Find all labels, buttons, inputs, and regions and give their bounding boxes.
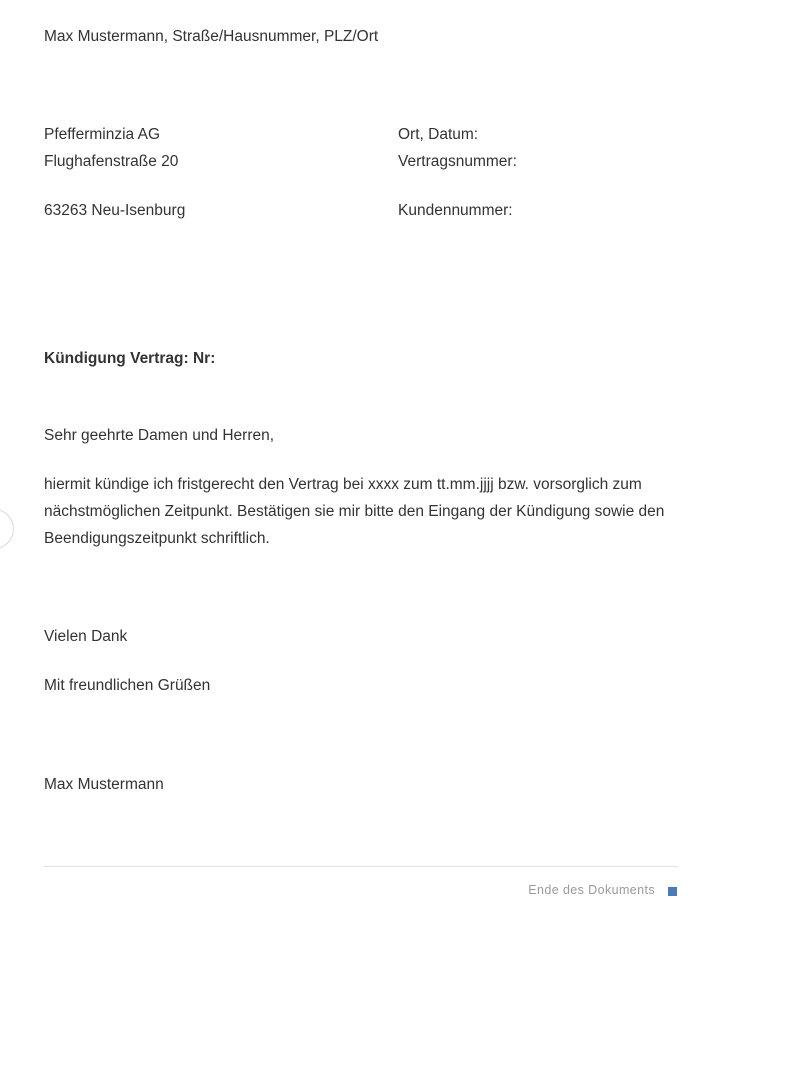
recipient-city: 63263 Neu-Isenburg [44,202,186,219]
signature-name: Max Mustermann [44,776,164,793]
recipient-street: Flughafenstraße 20 [44,153,179,170]
subject-line: Kündigung Vertrag: Nr: [44,350,216,367]
end-marker-square-icon [668,887,677,896]
body-paragraph: hiermit kündige ich fristgerecht den Vertrag bei xxxx zum tt.mm.jjjj bzw. vorsorglich zum nächstmöglichen Zeitpunkt. Bestätigen sie mir bitte den Eingang der Kündigung sowie den Beendigungszeitpunkt schriftlich. [44,476,665,547]
closing-line: Mit freundlichen Grüßen [44,677,211,694]
footer-divider [44,866,678,867]
sender-address-line: Max Mustermann, Straße/Hausnummer, PLZ/Ort [44,28,379,45]
end-of-document-label: Ende des Dokuments [528,883,655,897]
customer-number-label: Kundennummer: [398,202,513,219]
recipient-name: Pfefferminzia AG [44,126,161,143]
place-date-label: Ort, Datum: [398,126,479,143]
thanks-line: Vielen Dank [44,628,128,645]
salutation: Sehr geehrte Damen und Herren, [44,427,275,444]
contract-number-label: Vertragsnummer: [398,153,517,170]
edge-tab[interactable] [0,509,14,549]
